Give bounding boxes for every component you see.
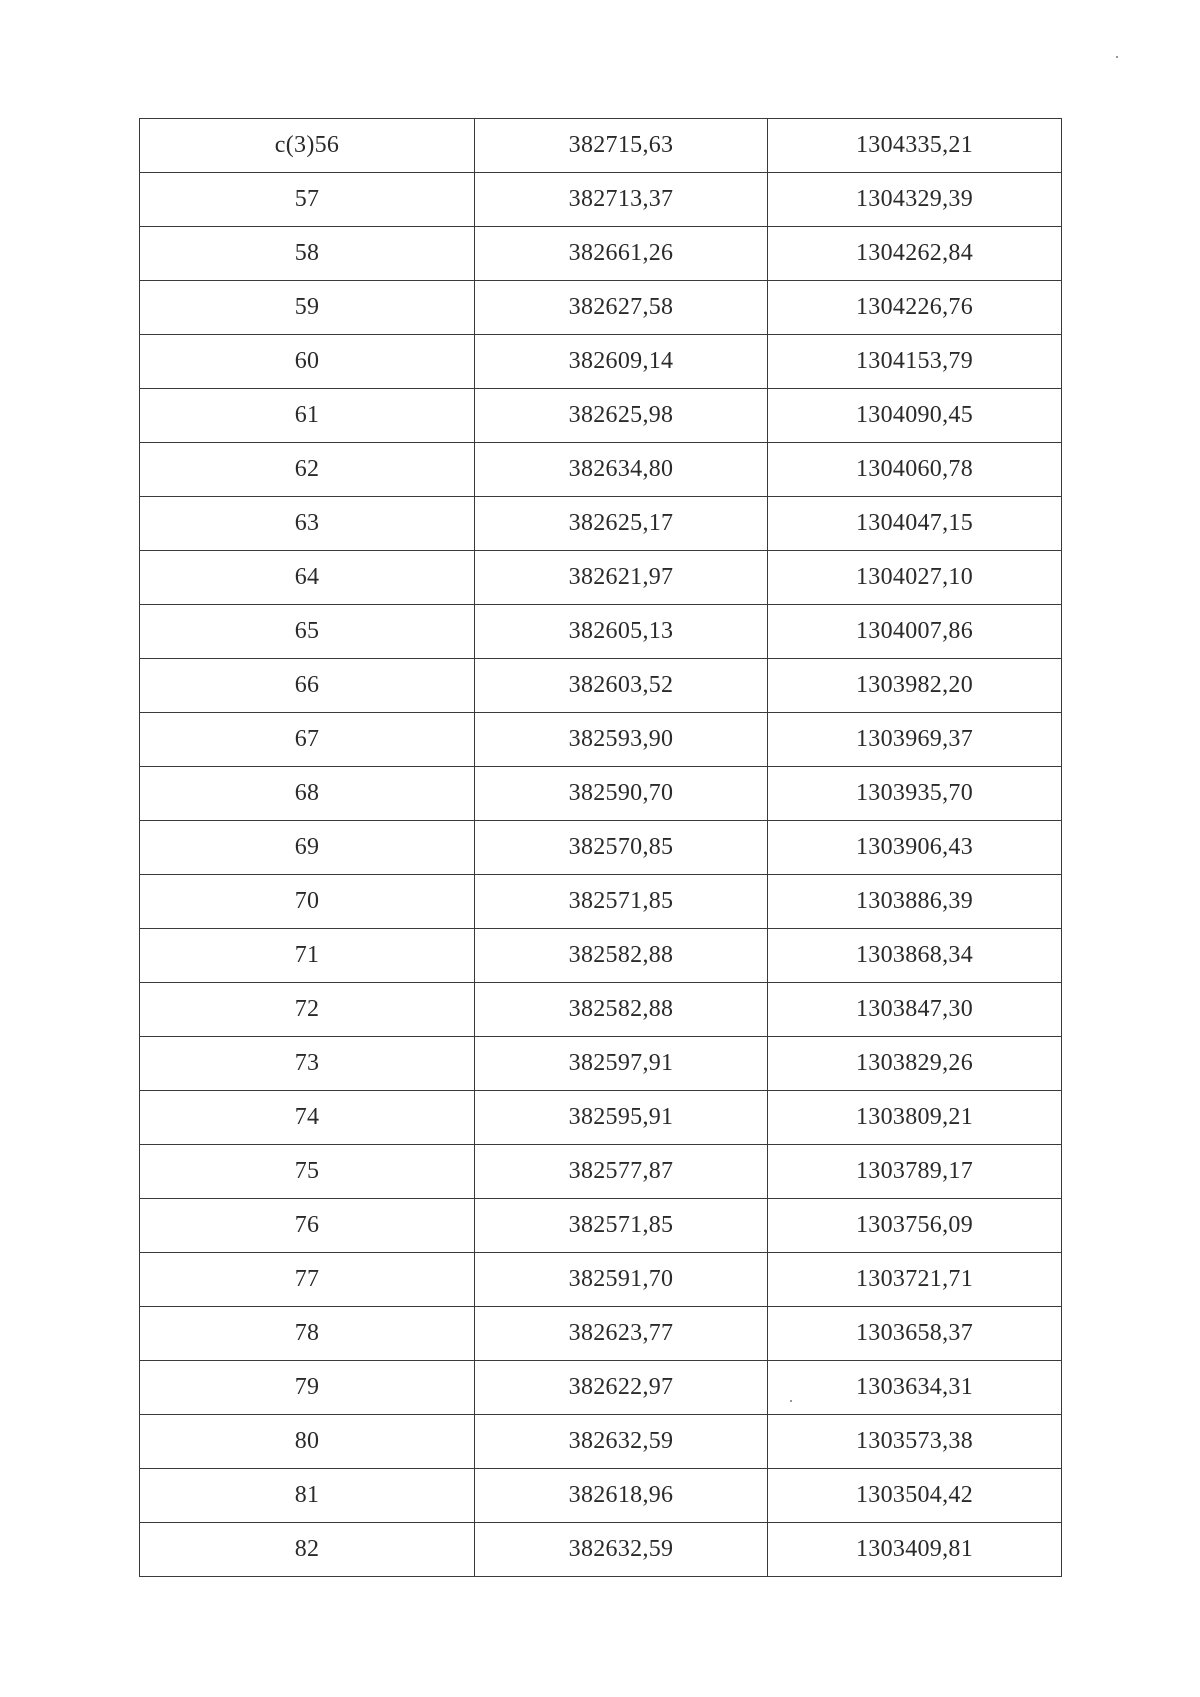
y-coordinate-cell: 1303634,31 (768, 1361, 1062, 1415)
x-coordinate-cell: 382609,14 (475, 335, 768, 389)
point-number-cell: 70 (140, 875, 475, 929)
y-coordinate-cell: 1304007,86 (768, 605, 1062, 659)
point-number-cell: 76 (140, 1199, 475, 1253)
table-row (140, 1361, 1062, 1415)
y-coordinate-cell: 1303756,09 (768, 1199, 1062, 1253)
x-coordinate-cell: 382618,96 (475, 1469, 768, 1523)
table-row (140, 173, 1062, 227)
x-coordinate-cell: 382625,17 (475, 497, 768, 551)
table-row (140, 659, 1062, 713)
point-number-cell: 60 (140, 335, 475, 389)
x-coordinate-cell: 382591,70 (475, 1253, 768, 1307)
x-coordinate-cell: 382597,91 (475, 1037, 768, 1091)
coordinates-table (139, 118, 1062, 1577)
table-row (140, 1037, 1062, 1091)
table-row (140, 713, 1062, 767)
table-row (140, 1145, 1062, 1199)
y-coordinate-cell: 1303969,37 (768, 713, 1062, 767)
y-coordinate-cell: 1304329,39 (768, 173, 1062, 227)
table-row (140, 1091, 1062, 1145)
point-number-cell: 80 (140, 1415, 475, 1469)
y-coordinate-cell: 1303409,81 (768, 1523, 1062, 1577)
y-coordinate-cell: 1303906,43 (768, 821, 1062, 875)
point-number-cell: 64 (140, 551, 475, 605)
x-coordinate-cell: 382713,37 (475, 173, 768, 227)
table-row (140, 551, 1062, 605)
table-row (140, 443, 1062, 497)
point-number-cell: 78 (140, 1307, 475, 1361)
point-number-cell: 62 (140, 443, 475, 497)
coordinates-table-body (140, 119, 1062, 1577)
y-coordinate-cell: 1304060,78 (768, 443, 1062, 497)
table-row (140, 1469, 1062, 1523)
y-coordinate-cell: 1304153,79 (768, 335, 1062, 389)
x-coordinate-cell: 382627,58 (475, 281, 768, 335)
point-number-cell: 65 (140, 605, 475, 659)
y-coordinate-cell: 1304090,45 (768, 389, 1062, 443)
point-number-cell: 73 (140, 1037, 475, 1091)
y-coordinate-cell: 1303935,70 (768, 767, 1062, 821)
point-number-cell: 77 (140, 1253, 475, 1307)
y-coordinate-cell: 1304262,84 (768, 227, 1062, 281)
x-coordinate-cell: 382715,63 (475, 119, 768, 173)
x-coordinate-cell: 382605,13 (475, 605, 768, 659)
point-number-cell: 67 (140, 713, 475, 767)
point-number-cell: 68 (140, 767, 475, 821)
y-coordinate-cell: 1303789,17 (768, 1145, 1062, 1199)
y-coordinate-cell: 1303886,39 (768, 875, 1062, 929)
table-row (140, 875, 1062, 929)
table-row (140, 335, 1062, 389)
table-row (140, 389, 1062, 443)
x-coordinate-cell: 382590,70 (475, 767, 768, 821)
y-coordinate-cell: 1304335,21 (768, 119, 1062, 173)
y-coordinate-cell: 1303829,26 (768, 1037, 1062, 1091)
point-number-cell: 82 (140, 1523, 475, 1577)
y-coordinate-cell: 1303982,20 (768, 659, 1062, 713)
table-row (140, 1415, 1062, 1469)
x-coordinate-cell: 382625,98 (475, 389, 768, 443)
scan-speck (1116, 56, 1118, 58)
y-coordinate-cell: 1303658,37 (768, 1307, 1062, 1361)
point-number-cell: 59 (140, 281, 475, 335)
table-row (140, 497, 1062, 551)
point-number-cell: 61 (140, 389, 475, 443)
y-coordinate-cell: 1303721,71 (768, 1253, 1062, 1307)
table-row (140, 821, 1062, 875)
point-number-cell: 71 (140, 929, 475, 983)
x-coordinate-cell: 382570,85 (475, 821, 768, 875)
x-coordinate-cell: 382661,26 (475, 227, 768, 281)
y-coordinate-cell: 1304047,15 (768, 497, 1062, 551)
point-number-cell: 58 (140, 227, 475, 281)
x-coordinate-cell: 382571,85 (475, 1199, 768, 1253)
x-coordinate-cell: 382593,90 (475, 713, 768, 767)
table-row (140, 605, 1062, 659)
x-coordinate-cell: 382577,87 (475, 1145, 768, 1199)
x-coordinate-cell: 382632,59 (475, 1523, 768, 1577)
x-coordinate-cell: 382603,52 (475, 659, 768, 713)
table-row (140, 1199, 1062, 1253)
table-row (140, 767, 1062, 821)
table-row (140, 227, 1062, 281)
x-coordinate-cell: 382634,80 (475, 443, 768, 497)
x-coordinate-cell: 382623,77 (475, 1307, 768, 1361)
x-coordinate-cell: 382621,97 (475, 551, 768, 605)
y-coordinate-cell: 1303809,21 (768, 1091, 1062, 1145)
table-row (140, 1307, 1062, 1361)
point-number-cell: 72 (140, 983, 475, 1037)
y-coordinate-cell: 1303573,38 (768, 1415, 1062, 1469)
point-number-cell: 74 (140, 1091, 475, 1145)
table-row (140, 119, 1062, 173)
y-coordinate-cell: 1303847,30 (768, 983, 1062, 1037)
x-coordinate-cell: 382632,59 (475, 1415, 768, 1469)
y-coordinate-cell: 1304226,76 (768, 281, 1062, 335)
point-number-cell: 79 (140, 1361, 475, 1415)
table-row (140, 281, 1062, 335)
x-coordinate-cell: 382582,88 (475, 983, 768, 1037)
y-coordinate-cell: 1303504,42 (768, 1469, 1062, 1523)
x-coordinate-cell: 382582,88 (475, 929, 768, 983)
table-row (140, 983, 1062, 1037)
point-number-cell: 69 (140, 821, 475, 875)
point-number-cell: 63 (140, 497, 475, 551)
x-coordinate-cell: 382571,85 (475, 875, 768, 929)
point-number-cell: c(3)56 (140, 119, 475, 173)
table-row (140, 929, 1062, 983)
point-number-cell: 75 (140, 1145, 475, 1199)
table-row (140, 1253, 1062, 1307)
y-coordinate-cell: 1304027,10 (768, 551, 1062, 605)
x-coordinate-cell: 382622,97 (475, 1361, 768, 1415)
point-number-cell: 57 (140, 173, 475, 227)
x-coordinate-cell: 382595,91 (475, 1091, 768, 1145)
y-coordinate-cell: 1303868,34 (768, 929, 1062, 983)
table-row (140, 1523, 1062, 1577)
point-number-cell: 81 (140, 1469, 475, 1523)
point-number-cell: 66 (140, 659, 475, 713)
